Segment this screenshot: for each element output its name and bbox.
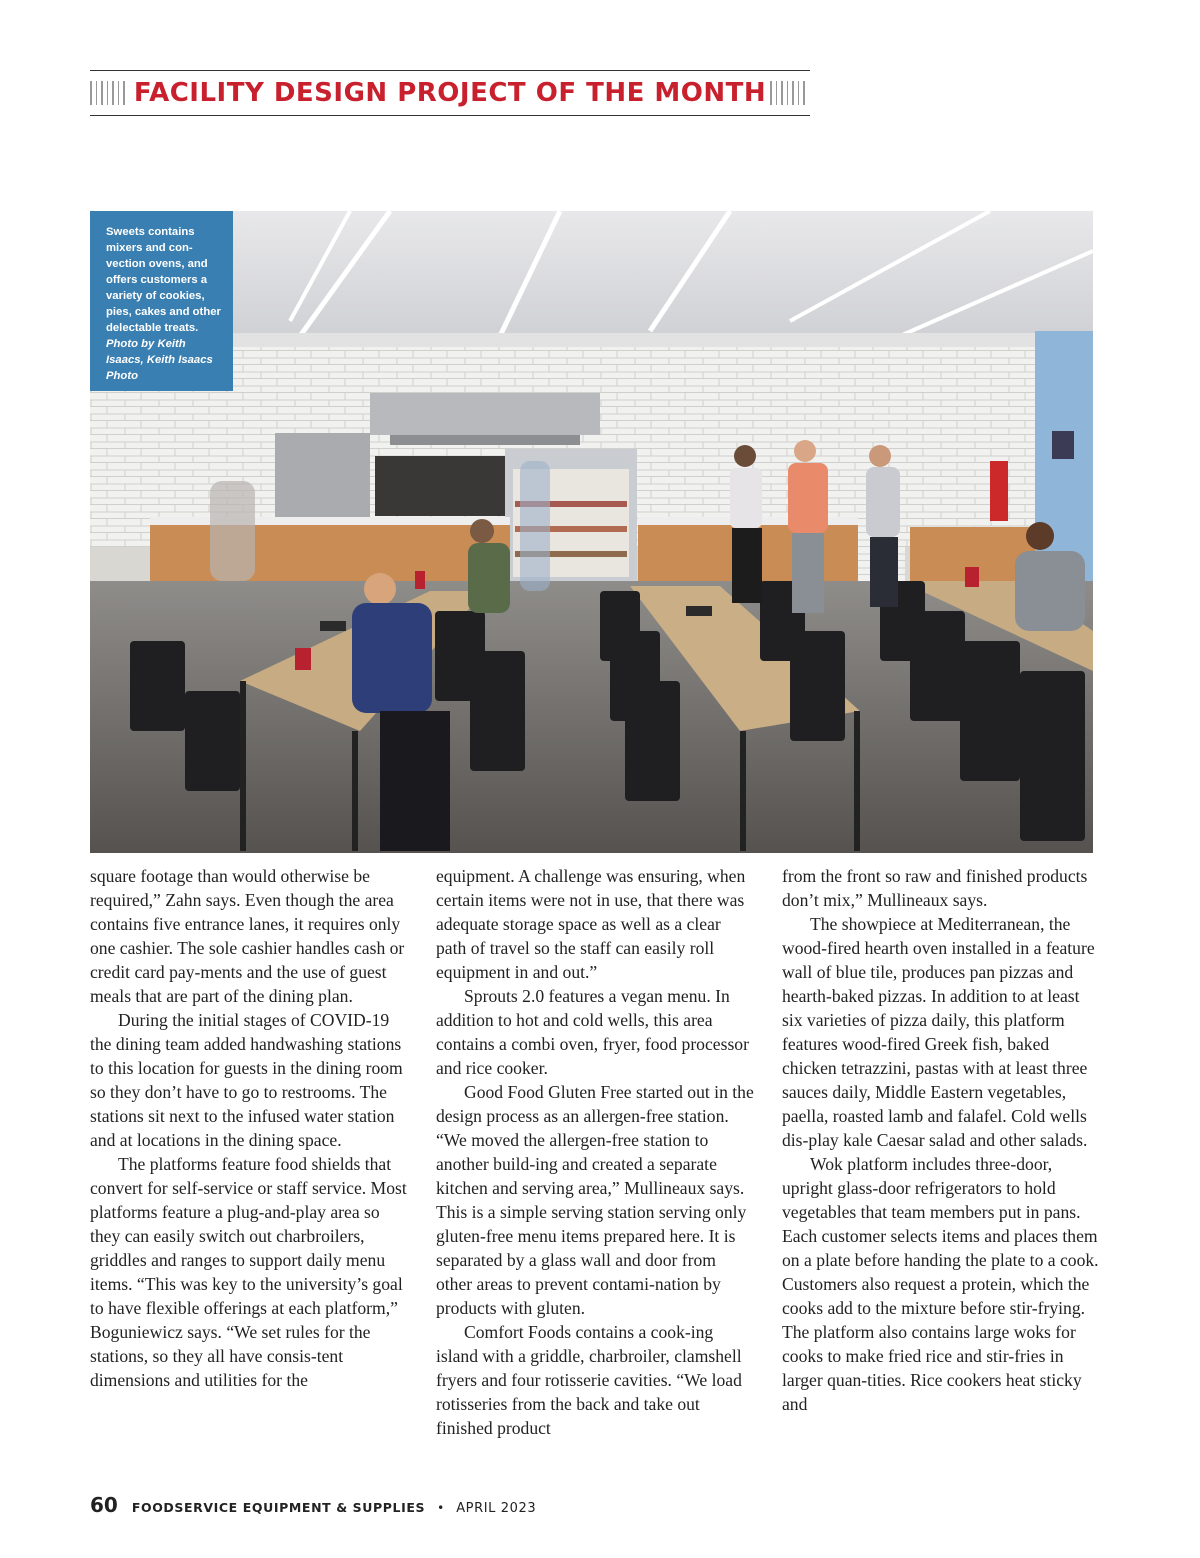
paragraph: from the front so raw and finished products don’t mix,” Mullineaux says. bbox=[782, 866, 1088, 910]
caption-text: Sweets contains mixers and con-vection ovens, and offers customers a variety of cookies, pies, cakes and other delectable treats. bbox=[106, 226, 221, 334]
paragraph: The platforms feature food shields that convert for self-service or staff service. Most platforms feature a plug-and-play area so they can easily switch out charbroilers, griddles and ranges to support daily menu items. “This was key to the university’s goal to have flexible offerings at each platform,” Boguniewicz says. “We set rules for the stations, so they all have consis-tent dimensions and utilities for the bbox=[90, 1154, 407, 1390]
paragraph: Wok platform includes three-door, upright glass-door refrigerators to hold vegetables that team members put in pans. Each customer selects items and places them on a plate before handing the plate to a cook. Customers also request a protein, which the cooks add to the mixture before stir-frying. The platform also contains large woks for cooks to make fried rice and stir-fries in larger quan-tities. Rice cookers heat sticky and bbox=[782, 1154, 1099, 1414]
article-column-1 bbox=[90, 864, 408, 1392]
photo-credit: Photo by Keith Isaacs, Keith Isaacs Photo bbox=[106, 338, 213, 382]
paragraph: During the initial stages of COVID-19 the dining team added handwashing stations to this location for guests in the dining room so they don’t have to go to restrooms. The stations sit next to the infused water station and at locations in the dining space. bbox=[90, 1010, 403, 1150]
paragraph: square footage than would otherwise be required,” Zahn says. Even though the area contains five entrance lanes, it requires only one cashier. The sole cashier handles cash or credit card pay-ments and the use of guest meals that are part of the dining plan. bbox=[90, 866, 405, 1006]
hatch-decoration-right bbox=[770, 81, 810, 105]
footer-bullet: • bbox=[437, 1501, 445, 1515]
publication-name: FOODSERVICE EQUIPMENT & SUPPLIES bbox=[131, 1500, 426, 1515]
section-title: FACILITY DESIGN PROJECT OF THE MONTH bbox=[133, 78, 767, 108]
article-column-3 bbox=[782, 864, 1100, 1416]
section-header bbox=[90, 70, 810, 116]
page-footer bbox=[90, 1493, 536, 1517]
page-number: 60 bbox=[90, 1493, 118, 1517]
paragraph: The showpiece at Mediterranean, the wood-fired hearth oven installed in a feature wall of blue tile, produces pan pizzas and hearth-baked pizzas. In addition to at least six varieties of pizza daily, this platform features wood-fired Greek fish, baked chicken tetrazzini, pastas with at least three sauces daily, Middle Eastern vegetables, paella, roasted lamb and falafel. Cold wells dis-play kale Caesar salad and other salads. bbox=[782, 914, 1095, 1150]
dining-hall-photo bbox=[90, 211, 1093, 853]
paragraph: equipment. A challenge was ensuring, when certain items were not in use, that there was adequate storage space as well as a clear path of travel so the staff can easily roll equipment in and out.” bbox=[436, 866, 746, 982]
article-column-2 bbox=[436, 864, 754, 1440]
paragraph: Good Food Gluten Free started out in the design process as an allergen-free station. “We moved the allergen-free station to another build-ing and created a separate kitchen and serving area,” Mullineaux says. This is a simple serving station serving only gluten-free menu items prepared here. It is separated by a glass wall and door from other areas to prevent contami-nation by products with gluten. bbox=[436, 1082, 754, 1318]
photo-caption bbox=[90, 211, 233, 391]
hatch-decoration-left bbox=[90, 81, 130, 105]
issue-date: APRIL 2023 bbox=[456, 1501, 537, 1516]
paragraph: Comfort Foods contains a cook-ing island with a griddle, charbroiler, clamshell fryers and four rotisserie cavities. “We load rotisseries from the back and take out finished product bbox=[436, 1322, 742, 1438]
paragraph: Sprouts 2.0 features a vegan menu. In addition to hot and cold wells, this area contains a combi oven, fryer, food processor and rice cooker. bbox=[436, 986, 749, 1078]
